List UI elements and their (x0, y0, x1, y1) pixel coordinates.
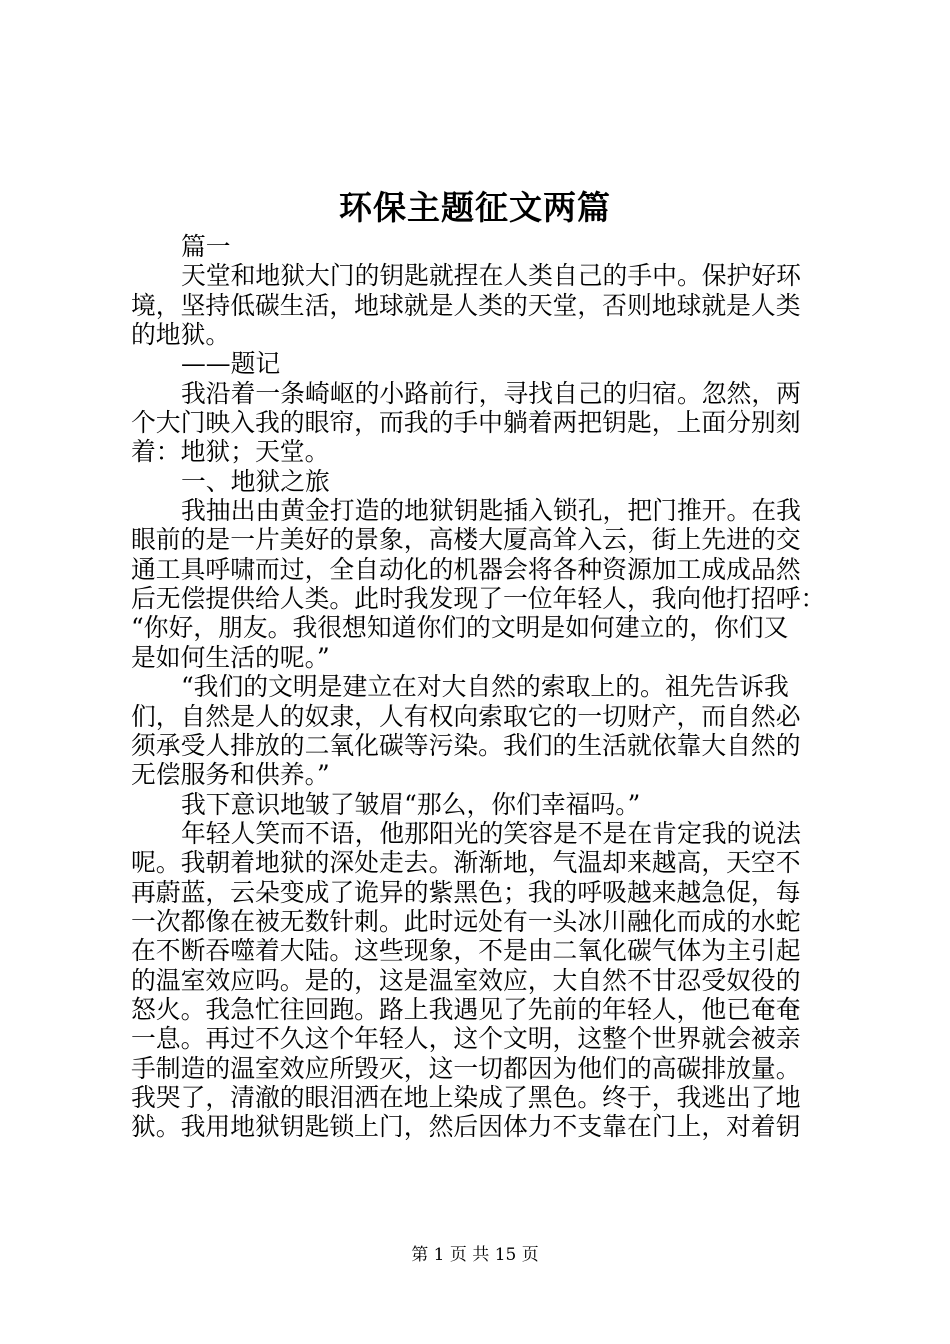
paragraph-line: 眼前的是一片美好的景象，高楼大厦高耸入云，街上先进的交 (131, 525, 801, 555)
paragraph-line: 的地狱。 (131, 320, 231, 350)
document-body (131, 232, 833, 1142)
paragraph-line: ——题记 (181, 349, 281, 379)
page-footer: 第 1 页 共 15 页 (411, 1245, 539, 1265)
paragraph-line: 我下意识地皱了皱眉“那么，你们幸福吗。” (181, 789, 641, 819)
paragraph-line: 境，坚持低碳生活，地球就是人类的天堂，否则地球就是人类 (131, 290, 801, 320)
paragraph-line: 后无偿提供给人类。此时我发现了一位年轻人，我向他打招呼： (131, 584, 826, 614)
paragraph-line: 狱。我用地狱钥匙锁上门，然后因体力不支靠在门上，对着钥 (131, 1112, 801, 1142)
paragraph-line: 手制造的温室效应所毁灭，这一切都因为他们的高碳排放量。 (131, 1053, 801, 1083)
paragraph-line: “我们的文明是建立在对大自然的索取上的。祖先告诉我 (181, 672, 789, 702)
paragraph-line: 着：地狱；天堂。 (131, 437, 330, 467)
paragraph-line: 我沿着一条崎岖的小路前行，寻找自己的归宿。忽然，两 (181, 378, 801, 408)
paragraph-line: 须承受人排放的二氧化碳等污染。我们的生活就依靠大自然的 (131, 730, 801, 760)
paragraph-line: 我抽出由黄金打造的地狱钥匙插入锁孔，把门推开。在我 (181, 496, 801, 526)
paragraph-line: 再蔚蓝，云朵变成了诡异的紫黑色；我的呼吸越来越急促，每 (131, 877, 801, 907)
paragraph-line: 天堂和地狱大门的钥匙就捏在人类自己的手中。保护好环 (181, 261, 801, 291)
paragraph-line: 年轻人笑而不语，他那阳光的笑容是不是在肯定我的说法 (181, 818, 801, 848)
page-title: 环保主题征文两篇 (339, 188, 611, 227)
paragraph-line: 通工具呼啸而过，全自动化的机器会将各种资源加工成成品然 (131, 554, 801, 584)
paragraph-line: 篇一 (181, 232, 231, 261)
paragraph-line: 个大门映入我的眼帘，而我的手中躺着两把钥匙，上面分别刻 (131, 408, 801, 438)
paragraph-line: 呢。我朝着地狱的深处走去。渐渐地，气温却来越高，天空不 (131, 848, 801, 878)
paragraph-line: “你好，朋友。我很想知道你们的文明是如何建立的，你们又 (131, 613, 789, 643)
paragraph-line: 是如何生活的呢。” (131, 642, 330, 672)
paragraph-line: 一次都像在被无数针刺。此时远处有一头冰川融化而成的水蛇 (131, 906, 801, 936)
paragraph-line: 我哭了，清澈的眼泪洒在地上染成了黑色。终于，我逃出了地 (131, 1082, 801, 1112)
paragraph-line: 的温室效应吗。是的，这是温室效应，大自然不甘忍受奴役的 (131, 965, 801, 995)
paragraph-line: 在不断吞噬着大陆。这些现象，不是由二氧化碳气体为主引起 (131, 936, 801, 966)
paragraph-line: 一息。再过不久这个年轻人，这个文明，这整个世界就会被亲 (131, 1024, 801, 1054)
paragraph-line: 怒火。我急忙往回跑。路上我遇见了先前的年轻人，他已奄奄 (131, 994, 801, 1024)
paragraph-line: 无偿服务和供养。” (131, 760, 330, 790)
paragraph-line: 们，自然是人的奴隶，人有权向索取它的一切财产，而自然必 (131, 701, 801, 731)
paragraph-line: 一、地狱之旅 (181, 466, 330, 496)
